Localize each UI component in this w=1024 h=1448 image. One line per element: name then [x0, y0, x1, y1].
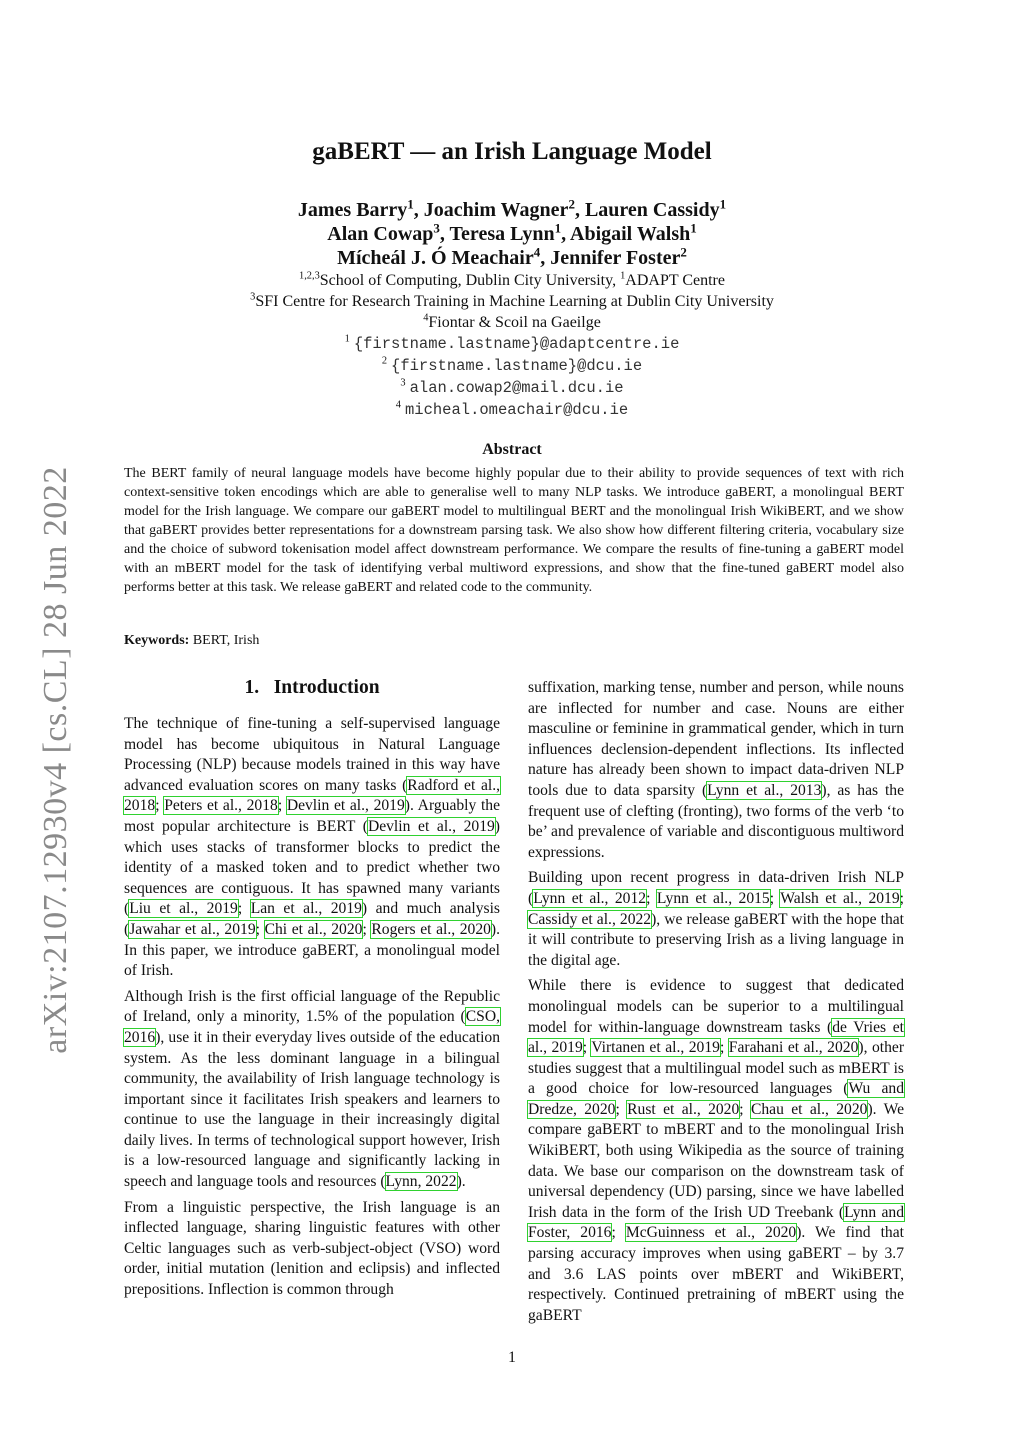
email-line — [0, 377, 1024, 399]
paragraph-text: ; — [646, 889, 657, 907]
affil-mark: 1,2,3 — [299, 270, 320, 282]
citation-link[interactable]: CSO, 2016 — [124, 1008, 500, 1046]
author-name: Lauren Cassidy — [584, 199, 720, 221]
affil-mark: 4 — [423, 312, 429, 324]
affiliations — [0, 270, 1024, 421]
paragraph-text: ; — [615, 1100, 628, 1118]
paragraph-text: ), as has the frequent use of clefting (fronting), two forms of the verb ‘to be’ and prevalence of variable and discontiguous multiword expressions. — [528, 781, 904, 861]
author-affil-mark: 2 — [568, 196, 575, 212]
paragraph-text: ; — [611, 1224, 626, 1242]
abstract-body: The BERT family of neural language models have become highly popular due to their ability to provide sequences of text with rich context-sensitive token encodings which are able to generalise well to many NLP tasks. We introduce gaBERT, a monolingual BERT model for the Irish language. We compare our gaBERT model to multilingual BERT and the monolingual Irish WikiBERT, and we show that gaBERT provides better representations for a downstream parsing task. We also show how different filtering criteria, vocabulary size and the choice of subword tokenisation model affect downstream performance. We compare the results of fine-tuning a gaBERT model with an mBERT model for the task of identifying verbal multiword expressions, and show that the fine-tuned gaBERT model also performs better at this task. We release gaBERT and related code to the community. — [124, 466, 904, 595]
paragraph-text: Although Irish is the first official language of the Republic of Ireland, only a minority, 1.5% of the population ( — [124, 987, 500, 1026]
author-line-2: Alan Cowap$^3$, Teresa Lynn$^1$, Abigail Walsh$^1$ — [327, 220, 697, 245]
author-affil-mark: 3 — [433, 220, 440, 236]
paragraph-text: ; — [237, 900, 251, 918]
left-column — [124, 676, 500, 1306]
paragraph-text: ; — [582, 1039, 592, 1057]
author-name: Teresa Lynn — [449, 223, 555, 245]
email-line — [0, 355, 1024, 377]
paragraph-text: suffixation, marking tense, number and person, while nouns are inflected for number and case. Nouns are either masculine or feminine in grammatical gender, which in turn influences declension-dependent inflections. Its inflected nature has already been shown to impact data-driven NLP tools due to data sparsity ( — [528, 679, 904, 799]
citation-link[interactable]: Chi et al., 2020 — [264, 920, 363, 938]
author-affil-mark: 1 — [554, 220, 562, 236]
citation-link[interactable]: Virtanen et al., 2019 — [591, 1039, 720, 1057]
citation-link[interactable]: Devlin et al., 2019 — [367, 817, 495, 835]
citation-link[interactable]: Wu and Dredze, 2020 — [528, 1080, 904, 1118]
paragraph — [528, 868, 904, 971]
email-line — [0, 399, 1024, 421]
section-number: 1. — [244, 677, 260, 698]
author-name: Jennifer Foster — [550, 247, 681, 269]
citation-link[interactable]: Lynn, 2022 — [385, 1173, 457, 1191]
email-mark: 4 — [395, 399, 401, 411]
keywords-label: Keywords: — [124, 633, 190, 648]
affil-text: SFI Centre for Research Training in Machine Learning at Dublin City University — [255, 293, 774, 310]
paragraph-text: ), other studies suggest that a multilingual model such as mBERT is a good choice for low-resourced languages ( — [528, 1039, 905, 1098]
paragraph-text: ; — [719, 1039, 729, 1057]
right-column — [528, 678, 904, 1331]
paragraph-text: ; — [155, 797, 165, 815]
citation-link[interactable]: Walsh et al., 2019 — [780, 889, 900, 907]
citation-link[interactable]: Jawahar et al., 2019 — [129, 920, 256, 938]
paragraph-text: ). We compare gaBERT to mBERT and to the monolingual Irish WikiBERT, both using Wikipedia as the source of training data. We base our comparison on the downstream task of universal dependency (UD) parsing, since we have labelled Irish data in the form of the Irish UD Treebank ( — [528, 1100, 904, 1221]
section-heading — [124, 676, 500, 700]
affiliation-line — [0, 312, 1024, 333]
citation-link[interactable]: de Vries et al., 2019 — [528, 1018, 904, 1057]
paragraph-text: ). In this paper, we introduce gaBERT, a monolingual model of Irish. — [124, 920, 501, 980]
citation-link[interactable]: McGuinness et al., 2020 — [625, 1224, 797, 1242]
keywords — [124, 633, 259, 649]
paragraph — [528, 976, 904, 1326]
author-name: Mícheál J. Ó Meachair — [337, 247, 534, 269]
citation-link[interactable]: Lynn and Foster, 2016 — [528, 1203, 904, 1242]
citation-link[interactable]: Lan et al., 2019 — [250, 900, 362, 918]
author-name: Alan Cowap — [327, 223, 434, 245]
citation-link[interactable]: Lynn et al., 2013 — [707, 781, 822, 799]
paragraph-text: ; — [739, 1100, 751, 1118]
section-title: Introduction — [273, 677, 380, 698]
author-list — [0, 198, 1024, 270]
author-line-3: Mícheál J. Ó Meachair$^4$, Jennifer Foster$^2$ — [337, 244, 687, 269]
paragraph-text: ) which uses stacks of transformer blocks to predict the identity of a masked token and to predict whether two sequences are contiguous. It has spawned many variants ( — [124, 817, 500, 918]
author-name: Abigail Walsh — [570, 223, 691, 245]
affiliation-line — [0, 270, 1024, 291]
citation-link[interactable]: Chau et al., 2020 — [750, 1100, 868, 1118]
paragraph-text: ). — [456, 1173, 466, 1191]
author-affil-mark: 2 — [680, 244, 687, 260]
paragraph-text: ). We find that parsing accuracy improves when using gaBERT – by 3.7 and 3.6 LAS points over mBERT and WikiBERT, respectively. Continued pretraining of mBERT using the gaBERT — [528, 1224, 904, 1324]
citation-link[interactable]: Rust et al., 2020 — [627, 1100, 740, 1118]
paragraph-text: ; — [362, 920, 372, 938]
citation-link[interactable]: Radford et al., 2018 — [124, 776, 500, 815]
affil-text: ADAPT Centre — [625, 272, 725, 289]
email-mark: 3 — [400, 377, 406, 389]
citation-link[interactable]: Farahani et al., 2020 — [728, 1039, 859, 1057]
author-name: Joachim Wagner — [423, 199, 569, 221]
paragraph-text: ; — [769, 889, 781, 907]
email-address[interactable]: micheal.omeachair@dcu.ie — [404, 401, 629, 419]
paragraph-text: ; — [277, 797, 287, 815]
affiliation-line — [0, 291, 1024, 312]
email-mark: 2 — [381, 355, 388, 367]
paper-title: gaBERT — an Irish Language Model — [312, 138, 712, 165]
paragraph-text: ). Arguably the most popular architecture is BERT ( — [124, 797, 501, 835]
keywords-value: BERT, Irish — [192, 633, 260, 648]
citation-link[interactable]: Lynn et al., 2012 — [533, 889, 647, 907]
email-address[interactable]: {firstname.lastname}@adaptcentre.ie — [353, 335, 680, 353]
email-address[interactable]: {firstname.lastname}@dcu.ie — [391, 357, 643, 375]
affil-text: Fiontar & Scoil na Gaeilge — [428, 314, 601, 331]
paragraph-text: ), use it in their everyday lives outside of the education system. As the less dominant language in a bilingual community, the availability of Irish language technology is important since it facilitates Irish speakers and learners to continue to use the language in their increasingly digital daily lives. In terms of technological support however, Irish is a low-resourced language and significantly lacking in speech and language tools and resources ( — [124, 1028, 500, 1191]
paragraph — [124, 1198, 500, 1301]
paragraph — [124, 714, 500, 982]
paragraph-text: ) and much analysis ( — [124, 900, 501, 938]
author-affil-mark: 1 — [407, 196, 414, 212]
citation-link[interactable]: Lynn et al., 2015 — [656, 889, 770, 907]
paragraph-text: ; — [899, 889, 904, 907]
citation-link[interactable]: Peters et al., 2018 — [164, 797, 278, 815]
affil-text: School of Computing, Dublin City University, — [319, 272, 621, 289]
paragraph — [124, 987, 500, 1193]
affil-mark: 3 — [250, 291, 256, 303]
email-line — [0, 333, 1024, 355]
author-affil-mark: 4 — [533, 244, 541, 260]
page-number: 1 — [508, 1349, 516, 1366]
author-name: James Barry — [297, 199, 408, 221]
author-line-1: James Barry$^1$, Joachim Wagner$^2$, Lauren Cassidy$^1$ — [297, 196, 727, 221]
paragraph-text: From a linguistic perspective, the Irish language is an inflected language, sharing linguistic features with other Celtic languages such as verb-subject-object (VSO) word order, initial mutation (lenition and eclipsis) and inflected prepositions. Inflection is common through — [124, 1198, 500, 1299]
paragraph-text: ; — [255, 920, 265, 938]
author-affil-mark: 1 — [719, 196, 727, 212]
citation-link[interactable]: Liu et al., 2019 — [129, 900, 238, 918]
abstract-heading: Abstract — [482, 441, 542, 458]
email-mark: 1 — [344, 333, 350, 345]
paragraph-text: Building upon recent progress in data-driven Irish NLP ( — [528, 869, 904, 907]
affil-mark: 1 — [620, 270, 626, 282]
email-address[interactable]: alan.cowap2@mail.dcu.ie — [409, 379, 624, 397]
paragraph — [528, 678, 904, 863]
citation-link[interactable]: Cassidy et al., 2022 — [528, 910, 652, 928]
arxiv-identifier: arXiv:2107.12930v4 [cs.CL] 28 Jun 2022 — [37, 466, 74, 1054]
paragraph-text: While there is evidence to suggest that dedicated monolingual models can be superior to a multilingual model for within-language downstream tasks ( — [528, 977, 904, 1036]
author-affil-mark: 1 — [690, 220, 697, 236]
paragraph-text: The technique of fine-tuning a self-supervised language model has become ubiquitous in Natural Language Processing (NLP) because models trained in this way have advanced evaluation scores on many tasks ( — [124, 715, 500, 794]
citation-link[interactable]: Devlin et al., 2019 — [286, 797, 405, 815]
paragraph-text: ), we release gaBERT with the hope that it will contribute to preserving Irish as a living language in the digital age. — [528, 910, 904, 969]
citation-link[interactable]: Rogers et al., 2020 — [371, 920, 491, 938]
